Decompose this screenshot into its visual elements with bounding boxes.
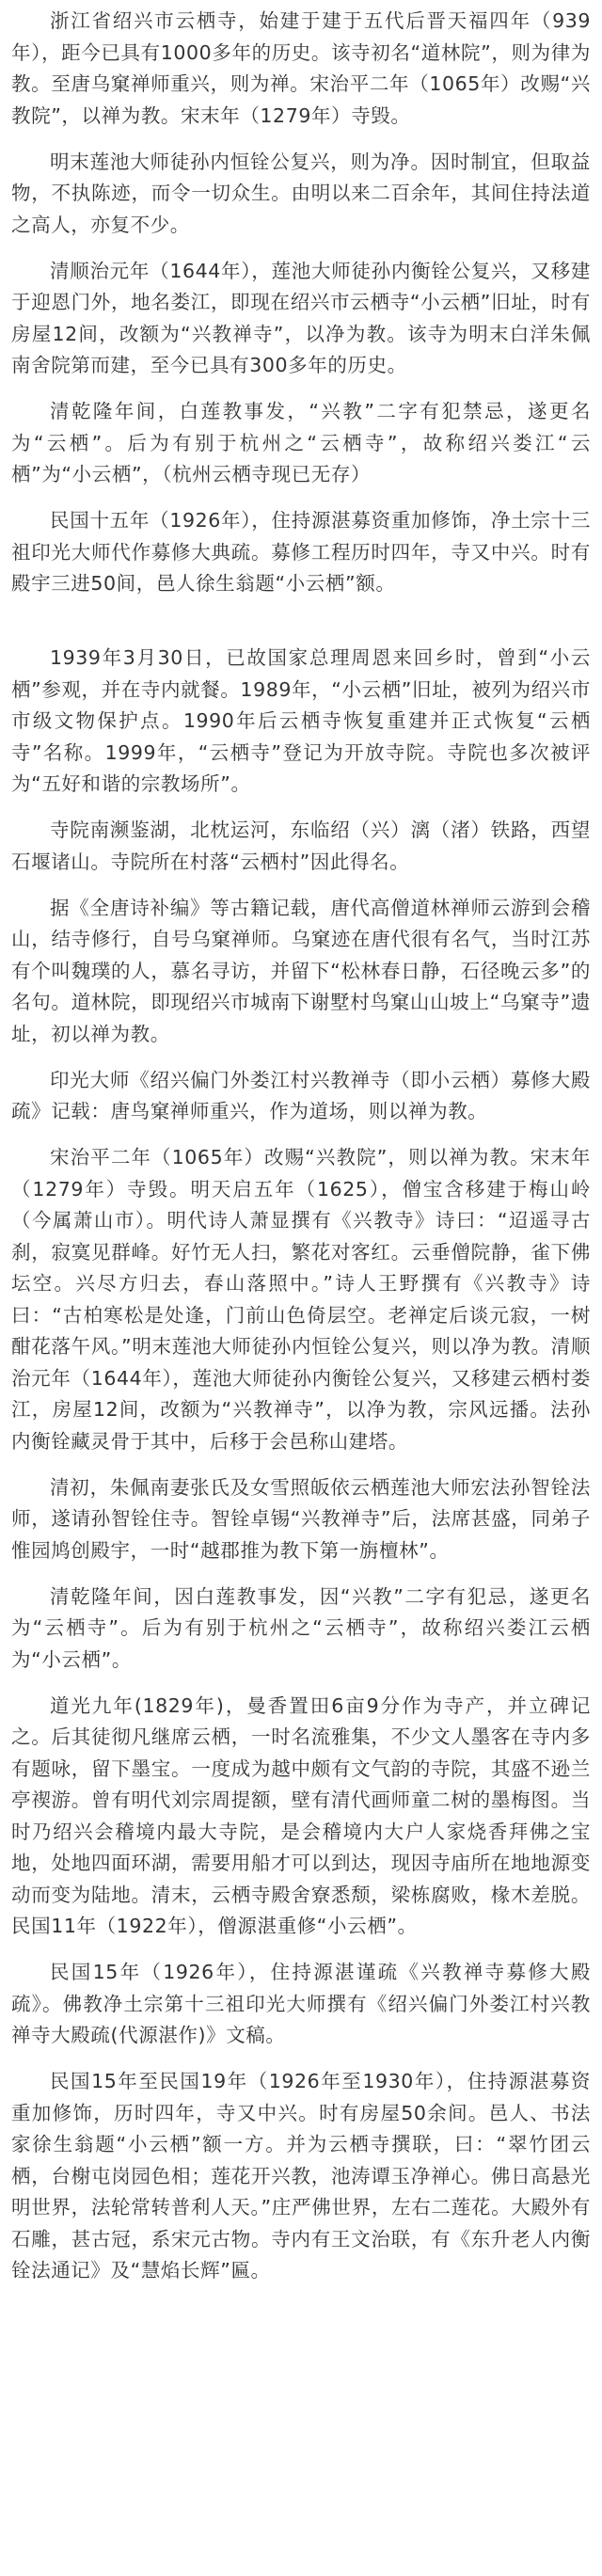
paragraph: 浙江省绍兴市云栖寺，始建于建于五代后晋天福四年（939年），距今已具有1000多年的历史。该寺初名“道林院”，则为律为教。至唐乌窠禅师重兴，则为禅。宋治平二年（1065年）改赐“兴教院”，以禅为教。宋末年（1279年）寺毁。	[11, 9, 591, 127]
paragraph: 民国十五年（1926年），住持源湛募资重加修饰，净土宗十三祖印光大师代作募修大典疏。募修工程历时四年，寺又中兴。时有殿宇三进50间，邑人徐生翁题“小云栖”额。	[11, 509, 591, 595]
paragraph: 明末莲池大师徒孙内恒铨公复兴，则为净。因时制宜，但取益物，不执陈迹，而令一切众生。由明以来二百余年，其间住持法道之高人，亦复不少。	[11, 150, 591, 236]
paragraph: 民国15年（1926年），住持源湛谨疏《兴教禅寺募修大殿疏》。佛教净土宗第十三祖印光大师撰有《绍兴偏门外娄江村兴教禅寺大殿疏(代源湛作)》文稿。	[11, 1961, 591, 2046]
paragraph: 清初，朱佩南妻张氏及女雪照皈依云栖莲池大师宏法孙智铨法师，遂请孙智铨住寺。智铨卓锡“兴教禅寺”后，法席甚盛，同弟子惟园鸠创殿宇，一时“越郡推为教下第一旃檀林”。	[11, 1475, 591, 1562]
paragraph: 印光大师《绍兴偏门外娄江村兴教禅寺（即小云栖）募修大殿疏》记载：唐鸟窠禅师重兴，作为道场，则以禅为教。	[11, 1068, 591, 1122]
paragraph: 1939年3月30日，已故国家总理周恩来回乡时，曾到“小云栖”参观，并在寺内就餐。1989年，“小云栖”旧址，被列为绍兴市市级文物保护点。1990年后云栖寺恢复重建并正式恢复“云栖寺”名称。1999年，“云栖寺”登记为开放寺院。寺院也多次被评为“五好和谐的宗教场所”。	[11, 646, 591, 795]
paragraph: 据《全唐诗补编》等古籍记载，唐代高僧道林禅师云游到会稽山，结寺修行，自号乌窠禅师。乌窠迹在唐代很有名气，当时江苏有个叫魏璞的人，慕名寻访，并留下“松林春日静，石径晚云多”的名句。道林院，即现绍兴市城南下谢墅村鸟窠山山坡上“乌窠寺”遗址，初以禅为教。	[11, 896, 591, 1045]
paragraph: 寺院南濒鉴湖，北枕运河，东临绍（兴）漓（渚）铁路，西望石堰诸山。寺院所在村落“云栖村”因此得名。	[11, 819, 591, 873]
section-gap	[11, 614, 591, 643]
paragraph: 道光九年(1829年)，曼香置田6亩9分作为寺产，并立碑记之。后其徒彻凡继席云栖，一时名流雅集，不少文人墨客在寺内多有题咏，留下墨宝。一度成为越中颇有文气韵的寺院，其盛不逊兰亭禊游。曾有明代刘宗周提额，壁有清代画师童二树的墨梅图。当时乃绍兴会稽境内最大寺院，是会稽境内大户人家烧香拜佛之宝地，处地四面环湖，需要用船才可以到达，现因寺庙所在地地源变动而变为陆地。清末，云栖寺殿舍寮悉颓，梁栋腐败，椽木差脱。民国11年（1922年），僧源湛重修“小云栖”。	[11, 1693, 591, 1937]
paragraph: 宋治平二年（1065年）改赐“兴教院”，则以禅为教。宋末年（1279年）寺毁。明天启五年（1625），僧宝含移建于梅山岭（今属萧山市）。明代诗人萧显撰有《兴教寺》诗曰：“迢遥寻古刹，寂寞见群峰。好竹无人扫，繁花对客红。云垂僧院静，雀下佛坛空。兴尽方归去，春山落照中。”诗人王野撰有《兴教寺》诗曰：“古柏寒松是处逢，门前山色倚层空。老禅定后谈元寂，一树酣花落午风。”明末莲池大师徒孙内恒铨公复兴，则以净为教。清顺治元年（1644年），莲池大师徒孙内衡铨公复兴，又移建云栖村娄江，房屋12间，改额为“兴教禅寺”，以净为教，宗风远播。法孙内衡铨藏灵骨于其中，后移于会邑称山建塔。	[11, 1146, 591, 1453]
paragraph: 清顺治元年（1644年），莲池大师徒孙内衡铨公复兴，又移建于迎恩门外，地名娄江，即现在绍兴市云栖寺“小云栖”旧址，时有房屋12间，改额为“兴教禅寺”，以净为教。该寺为明末白洋朱佩南舍院第而建，至今已具有300多年的历史。	[11, 259, 591, 376]
paragraph: 民国15年至民国19年（1926年至1930年），住持源湛募资重加修饰，历时四年，寺又中兴。时有房屋50余间。邑人、书法家徐生翁题“小云栖”额一方。并为云栖寺撰联，曰：“翠竹团云栖，台榭屯岗园色相；莲花开兴教，池涛谭玉净禅心。佛日高悬光明世界，法轮常转普利人天。”庄严佛世界，左右二莲花。大殿外有石雕，甚古冠，系宋元古物。寺内有王文治联，有《东升老人内衡铨法通记》及“慧焰长辉”匾。	[11, 2070, 591, 2282]
article-section-history	[11, 6, 591, 600]
article-section-details	[11, 643, 591, 2287]
paragraph: 清乾隆年间，因白莲教事发，因“兴教”二字有犯忌，遂更名为“云栖寺”。后为有别于杭州之“云栖寺”，故称绍兴娄江云栖为“小云栖”。	[11, 1584, 591, 1671]
paragraph: 清乾隆年间，白莲教事发，“兴教”二字有犯禁忌，遂更名为“云栖”。后为有别于杭州之“云栖寺”，故称绍兴娄江“云栖”为“小云栖”，（杭州云栖寺现已无存）	[11, 400, 591, 485]
